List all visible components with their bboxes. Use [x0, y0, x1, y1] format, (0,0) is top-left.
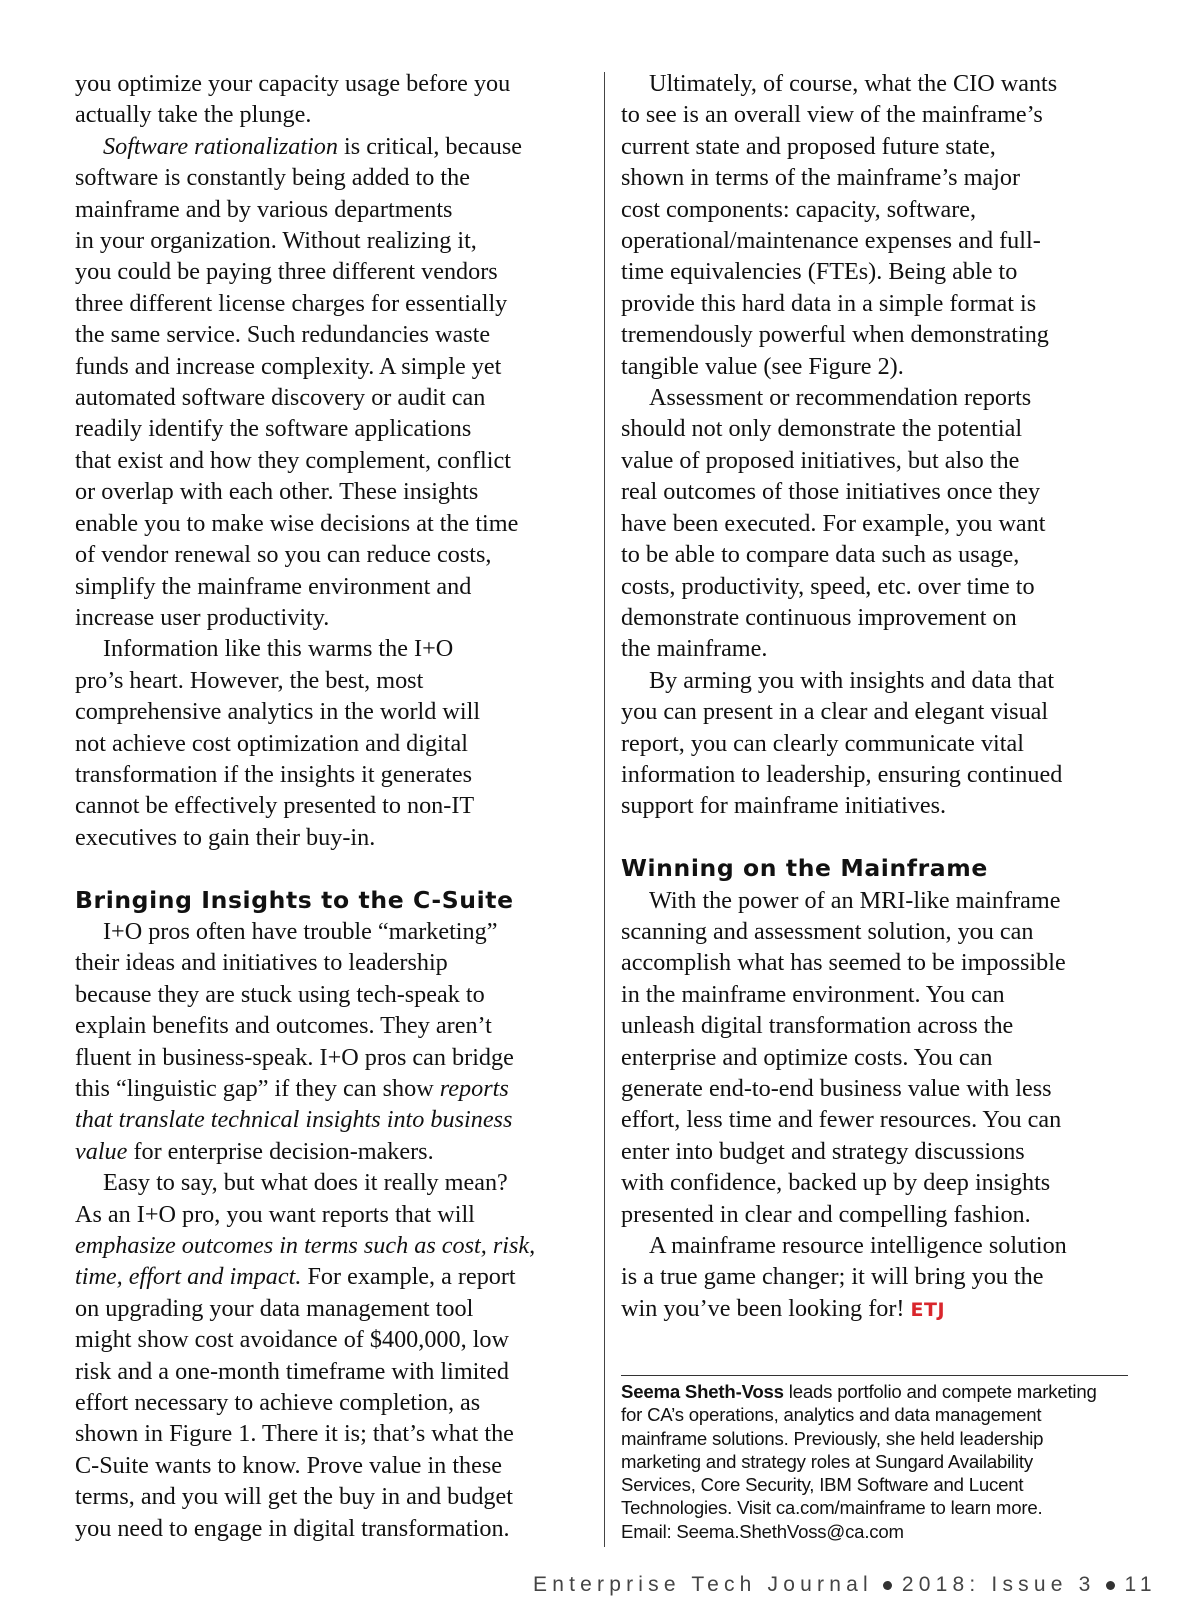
- bio-line: mainframe solutions. Previously, she held leadership: [621, 1427, 1044, 1449]
- italic-text: emphasize outcomes in terms such as cost, risk,: [75, 1232, 536, 1260]
- text-line: in the mainframe environment. You can: [621, 980, 1005, 1008]
- text-line: shown in terms of the mainframe’s major: [621, 164, 1020, 192]
- text-line: you can present in a clear and elegant visual: [621, 698, 1049, 726]
- text-fragment: for enterprise decision-makers.: [127, 1137, 434, 1165]
- text-fragment: For example, a report: [301, 1263, 516, 1291]
- text-line: [75, 1104, 575, 1135]
- text-line: simplify the mainframe environment and: [75, 572, 472, 600]
- italic-text: reports: [439, 1074, 509, 1102]
- text-line: software is constantly being added to the: [75, 164, 470, 192]
- text-line: is a true game changer; it will bring you the: [621, 1263, 1044, 1291]
- text-line: unleash digital transformation across the: [621, 1012, 1014, 1040]
- text-line: because they are stuck using tech-speak to: [75, 980, 485, 1008]
- text-line: fluent in business-speak. I+O pros can bridge: [75, 1043, 514, 1071]
- text-line: report, you can clearly communicate vital: [621, 729, 1024, 757]
- issue-label: 2018: Issue 3: [901, 1573, 1096, 1596]
- italic-term: Software rationalization: [103, 132, 338, 160]
- bio-line: marketing and strategy roles at Sungard Availability: [621, 1450, 1033, 1472]
- text-line: support for mainframe initiatives.: [621, 792, 947, 820]
- text-fragment: is critical, because: [337, 132, 522, 160]
- publication-name: Enterprise Tech Journal: [533, 1573, 873, 1596]
- text-line: explain benefits and outcomes. They aren’t: [75, 1012, 492, 1040]
- text-line: mainframe and by various departments: [75, 195, 453, 223]
- page-number: 11: [1124, 1573, 1157, 1596]
- section-heading-winning: Winning on the Mainframe: [621, 854, 988, 883]
- text-line: value of proposed initiatives, but also the: [621, 446, 1020, 474]
- text-line: to see is an overall view of the mainframe’s: [621, 101, 1043, 129]
- right-column: [621, 68, 1131, 1326]
- text-line: enterprise and optimize costs. You can: [621, 1043, 993, 1071]
- text-line: cost components: capacity, software,: [621, 195, 977, 223]
- text-line: costs, productivity, speed, etc. over time to: [621, 572, 1035, 600]
- text-line: [75, 131, 575, 162]
- text-line: the same service. Such redundancies waste: [75, 321, 491, 349]
- text-line: risk and a one-month timeframe with limited: [75, 1357, 509, 1385]
- text-line: pro’s heart. However, the best, most: [75, 666, 424, 694]
- text-line: you need to engage in digital transformation.: [75, 1514, 510, 1542]
- italic-text: that translate technical insights into business: [75, 1106, 513, 1134]
- text-line: should not only demonstrate the potential: [621, 415, 1023, 443]
- text-line: you optimize your capacity usage before you: [75, 70, 511, 97]
- text-fragment: win you’ve been looking for!: [621, 1294, 911, 1322]
- text-line: operational/maintenance expenses and full-: [621, 227, 1041, 255]
- text-line: real outcomes of those initiatives once they: [621, 478, 1041, 506]
- text-line: tangible value (see Figure 2).: [621, 352, 904, 380]
- text-line: executives to gain their buy-in.: [75, 823, 376, 851]
- text-line: presented in clear and compelling fashion.: [621, 1200, 1031, 1228]
- text-line: cannot be effectively presented to non-IT: [75, 792, 475, 820]
- page-footer: [533, 1573, 1157, 1597]
- text-line: As an I+O pro, you want reports that will: [75, 1200, 475, 1228]
- text-line: in your organization. Without realizing it,: [75, 227, 477, 255]
- text-line: information to leadership, ensuring continued: [621, 760, 1063, 788]
- text-line: terms, and you will get the buy in and budget: [75, 1483, 513, 1511]
- text-line: on upgrading your data management tool: [75, 1294, 474, 1322]
- text-line: funds and increase complexity. A simple yet: [75, 352, 502, 380]
- text-line: C-Suite wants to know. Prove value in these: [75, 1451, 503, 1479]
- paragraph-mri: [621, 885, 1131, 1230]
- left-column: [75, 68, 575, 1544]
- text-line: [621, 1293, 1131, 1326]
- text-line: the mainframe.: [621, 635, 768, 663]
- text-line: enter into budget and strategy discussions: [621, 1137, 1025, 1165]
- text-line: [75, 1261, 575, 1292]
- text-line: scanning and assessment solution, you can: [621, 917, 1034, 945]
- paragraph-information: [75, 633, 575, 853]
- bio-line: [621, 1380, 1128, 1403]
- text-line: Ultimately, of course, what the CIO wants: [649, 70, 1058, 97]
- italic-text: time, effort and impact.: [75, 1263, 302, 1291]
- text-line: readily identify the software applications: [75, 415, 472, 443]
- text-line: to be able to compare data such as usage,: [621, 541, 1020, 569]
- author-bio: [621, 1375, 1128, 1543]
- text-line: their ideas and initiatives to leadership: [75, 949, 448, 977]
- bullet-separator: [883, 1581, 892, 1590]
- paragraph-assessment: [621, 382, 1131, 665]
- text-line: current state and proposed future state,: [621, 132, 996, 160]
- text-line: With the power of an MRI-like mainframe: [649, 886, 1061, 914]
- text-line: Information like this warms the I+O: [103, 635, 454, 663]
- text-line: actually take the plunge.: [75, 101, 312, 129]
- text-fragment: this “linguistic gap” if they can show: [75, 1074, 440, 1102]
- text-line: time equivalencies (FTEs). Being able to: [621, 258, 1018, 286]
- text-line: effort necessary to achieve completion, as: [75, 1389, 481, 1417]
- text-line: accomplish what has seemed to be impossible: [621, 949, 1066, 977]
- text-line: effort, less time and fewer resources. You can: [621, 1106, 1062, 1134]
- text-line: generate end-to-end business value with less: [621, 1074, 1052, 1102]
- bio-line: Services, Core Security, IBM Software and Lucent: [621, 1474, 1024, 1496]
- text-line: [75, 1136, 575, 1167]
- text-line: not achieve cost optimization and digital: [75, 729, 468, 757]
- paragraph-marketing: [75, 916, 575, 1167]
- text-line: comprehensive analytics in the world will: [75, 698, 481, 726]
- text-line: Easy to say, but what does it really mean?: [103, 1169, 508, 1197]
- text-line: I+O pros often have trouble “marketing”: [103, 917, 498, 945]
- paragraph-arming: [621, 665, 1131, 822]
- text-line: shown in Figure 1. There it is; that’s what the: [75, 1420, 514, 1448]
- text-line: with confidence, backed up by deep insights: [621, 1169, 1051, 1197]
- text-line: have been executed. For example, you want: [621, 509, 1046, 537]
- text-line: automated software discovery or audit can: [75, 384, 486, 412]
- bio-line: Technologies. Visit ca.com/mainframe to learn more.: [621, 1497, 1043, 1519]
- text-fragment: leads portfolio and compete marketing: [783, 1381, 1097, 1402]
- text-line: [75, 1230, 575, 1261]
- text-line: three different license charges for essentially: [75, 289, 508, 317]
- text-line: A mainframe resource intelligence solution: [649, 1232, 1067, 1260]
- text-line: or overlap with each other. These insights: [75, 478, 479, 506]
- bio-line: Email: Seema.ShethVoss@ca.com: [621, 1520, 904, 1542]
- paragraph-game-changer: [621, 1230, 1131, 1326]
- text-line: enable you to make wise decisions at the time: [75, 509, 519, 537]
- column-divider: [604, 72, 605, 1547]
- text-line: Assessment or recommendation reports: [649, 384, 1032, 412]
- italic-text: value: [75, 1137, 128, 1165]
- spacer: [75, 853, 575, 884]
- paragraph-capacity: [75, 68, 575, 131]
- text-line: of vendor renewal so you can reduce costs,: [75, 541, 492, 569]
- text-line: demonstrate continuous improvement on: [621, 603, 1017, 631]
- text-line: might show cost avoidance of $400,000, low: [75, 1326, 509, 1354]
- text-line: provide this hard data in a simple format is: [621, 289, 1037, 317]
- text-line: transformation if the insights it generates: [75, 760, 472, 788]
- section-heading-c-suite: Bringing Insights to the C-Suite: [75, 885, 514, 914]
- text-line: [75, 1073, 575, 1104]
- author-name: Seema Sheth-Voss: [621, 1381, 784, 1402]
- bio-line: for CA’s operations, analytics and data management: [621, 1404, 1042, 1426]
- spacer: [621, 822, 1131, 853]
- text-line: increase user productivity.: [75, 603, 330, 631]
- paragraph-software-rationalization: [75, 131, 575, 634]
- text-line: tremendously powerful when demonstrating: [621, 321, 1049, 349]
- text-line: By arming you with insights and data that: [649, 666, 1055, 694]
- paragraph-cio-view: [621, 68, 1131, 382]
- text-line: you could be paying three different vendors: [75, 258, 498, 286]
- paragraph-easy-to-say: [75, 1167, 575, 1544]
- etj-end-mark: ETJ: [910, 1298, 946, 1321]
- bullet-separator: [1106, 1581, 1115, 1590]
- text-line: that exist and how they complement, conflict: [75, 446, 511, 474]
